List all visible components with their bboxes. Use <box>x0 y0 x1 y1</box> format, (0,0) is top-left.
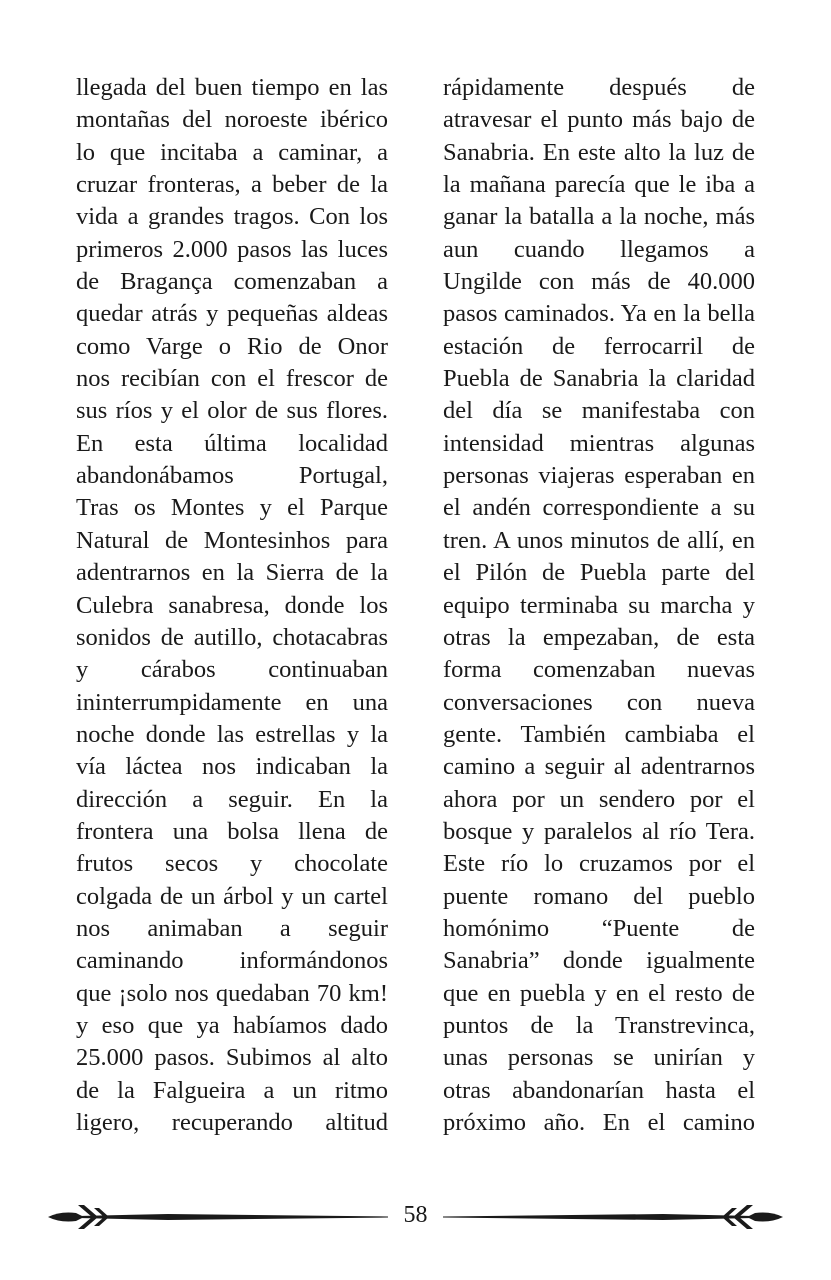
text-line: estación de ferrocarril de <box>443 332 755 360</box>
text-line: Culebra sanabresa, donde los <box>76 591 388 619</box>
text-line: quedar atrás y pequeñas aldeas <box>76 300 388 328</box>
text-line: dirección a seguir. En la <box>76 785 388 813</box>
text-line: nos recibían con el frescor de <box>76 365 388 393</box>
text-line: rápidamente después de <box>443 74 755 101</box>
left-text-column <box>76 72 388 1139</box>
text-line: cruzar fronteras, a beber de la <box>76 171 388 199</box>
text-line: unas personas se unirían y <box>443 1044 755 1072</box>
text-line: ininterrumpidamente en una <box>76 688 388 716</box>
text-line: sus ríos y el olor de sus flores. <box>76 397 388 425</box>
text-line: primeros 2.000 pasos las luces <box>76 235 388 263</box>
text-line: de la Falgueira a un ritmo <box>76 1076 388 1104</box>
text-line: aun cuando llegamos a <box>443 235 755 263</box>
text-line: Tras os Montes y el Parque <box>76 494 388 522</box>
text-line: Natural de Montesinhos para <box>76 526 388 554</box>
text-line: que ¡solo nos quedaban 70 km! <box>76 979 388 1007</box>
text-line: frutos secos y chocolate <box>76 850 388 878</box>
text-line: pasos caminados. Ya en la bella <box>443 300 755 328</box>
text-line: el andén correspondiente a su <box>443 494 755 522</box>
text-line: próximo año. En el camino <box>443 1109 755 1136</box>
text-line: el Pilón de Puebla parte del <box>443 559 755 587</box>
text-line: caminando informándonos <box>76 947 388 975</box>
text-line: camino a seguir al adentrarnos <box>443 753 755 781</box>
text-line: personas viajeras esperaban en <box>443 462 755 490</box>
text-line: ligero, recuperando altitud <box>76 1109 388 1136</box>
text-line: del día se manifestaba con <box>443 397 755 425</box>
text-line: intensidad mientras algunas <box>443 429 755 457</box>
text-line: Sanabria. En este alto la luz de <box>443 138 755 166</box>
text-line: homónimo “Puente de <box>443 914 755 942</box>
text-line: frontera una bolsa llena de <box>76 817 388 845</box>
text-line: Puebla de Sanabria la claridad <box>443 365 755 393</box>
text-line: conversaciones con nueva <box>443 688 755 716</box>
text-line: Sanabria” donde igualmente <box>443 947 755 975</box>
text-line: abandonábamos Portugal, <box>76 462 388 490</box>
text-line: bosque y paralelos al río Tera. <box>443 817 755 845</box>
text-line: Ungilde con más de 40.000 <box>443 268 755 296</box>
page-number: 58 <box>403 1202 428 1228</box>
text-line: puente romano del pueblo <box>443 882 755 910</box>
text-line: lo que incitaba a caminar, a <box>76 138 388 166</box>
text-line: atravesar el punto más bajo de <box>443 106 755 134</box>
right-text-column <box>443 72 755 1139</box>
text-line: y cárabos continuaban <box>76 656 388 684</box>
text-line: vida a grandes tragos. Con los <box>76 203 388 231</box>
text-line: colgada de un árbol y un cartel <box>76 882 388 910</box>
text-line: ganar la batalla a la noche, más <box>443 203 755 231</box>
text-line: que en puebla y en el resto de <box>443 979 755 1007</box>
text-line: ahora por un sendero por el <box>443 785 755 813</box>
text-line: puntos de la Transtrevinca, <box>443 1011 755 1039</box>
text-line: Este río lo cruzamos por el <box>443 850 755 878</box>
text-line: 25.000 pasos. Subimos al alto <box>76 1044 388 1072</box>
text-line: montañas del noroeste ibérico <box>76 106 388 134</box>
text-line: sonidos de autillo, chotacabras <box>76 623 388 651</box>
text-line: de Bragança comenzaban a <box>76 268 388 296</box>
text-line: llegada del buen tiempo en las <box>76 74 388 101</box>
text-line: vía láctea nos indicaban la <box>76 753 388 781</box>
text-line: tren. A unos minutos de allí, en <box>443 526 755 554</box>
text-line: forma comenzaban nuevas <box>443 656 755 684</box>
text-line: otras abandonarían hasta el <box>443 1076 755 1104</box>
text-line: la mañana parecía que le iba a <box>443 171 755 199</box>
text-line: otras la empezaban, de esta <box>443 623 755 651</box>
text-line: adentrarnos en la Sierra de la <box>76 559 388 587</box>
text-line: En esta última localidad <box>76 429 388 457</box>
text-line: noche donde las estrellas y la <box>76 720 388 748</box>
text-line: nos animaban a seguir <box>76 914 388 942</box>
text-line: equipo terminaba su marcha y <box>443 591 755 619</box>
text-line: como Varge o Rio de Onor <box>76 332 388 360</box>
text-line: gente. También cambiaba el <box>443 720 755 748</box>
text-line: y eso que ya habíamos dado <box>76 1011 388 1039</box>
